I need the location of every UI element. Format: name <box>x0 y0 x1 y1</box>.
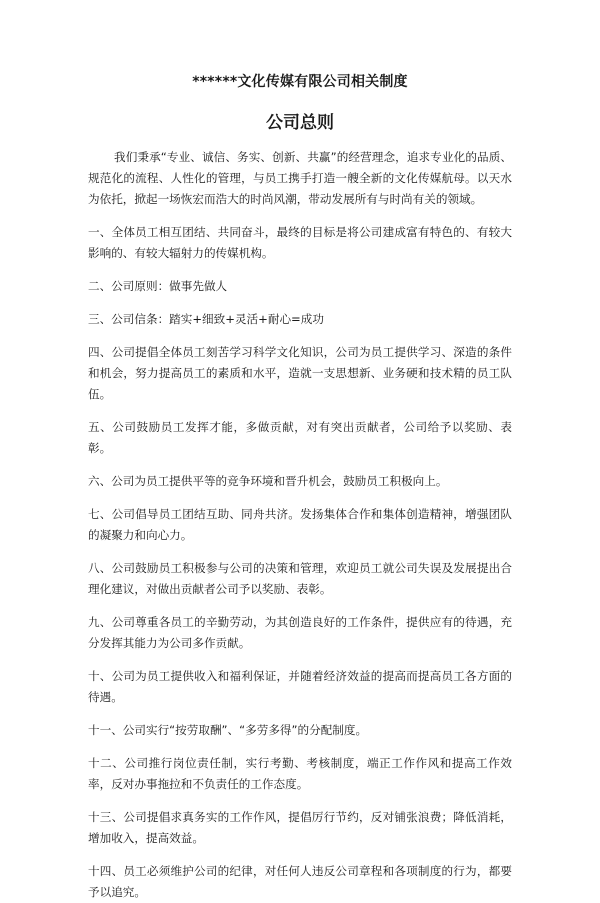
clause-5: 五、公司鼓励员工发挥才能，多做贡献，对有突出贡献者，公司给予以奖励、表彰。 <box>88 420 512 455</box>
clause-4: 四、公司提倡全体员工刻苦学习科学文化知识，公司为员工提供学习、深造的条件和机会，努力提高员工的素质和水平，造就一支思想新、业务硬和技术精的员工队伍。 <box>88 345 512 401</box>
document-title: ******文化传媒有限公司相关制度 <box>192 74 408 90</box>
clause-13: 十三、公司提倡求真务实的工作作风，提倡厉行节约，反对铺张浪费；降低消耗，增加收入，提高效益。 <box>88 810 512 845</box>
clause-14: 十四、员工必须维护公司的纪律，对任何人违反公司章程和各项制度的行为，都要予以追究。 <box>88 864 512 899</box>
clause-10: 十、公司为员工提供收入和福利保证，并随着经济效益的提高而提高员工各方面的待遇。 <box>88 669 512 704</box>
clause-9: 九、公司尊重各员工的辛勤劳动，为其创造良好的工作条件，提供应有的待遇，充分发挥其能力为公司多作贡献。 <box>88 615 512 650</box>
intro-paragraph: 我们秉承“专业、诚信、务实、创新、共赢”的经营理念，追求专业化的品质、规范化的流程、人性化的管理，与员工携手打造一艘全新的文化传媒航母。以天水为依托，掀起一场恢宏而浩大的时尚风潮，带动发展所有与时尚有关的领域。 <box>88 150 512 206</box>
clause-8: 八、公司鼓励员工积极参与公司的决策和管理，欢迎员工就公司失误及发展提出合理化建议，对做出贡献者公司予以奖励、表彰。 <box>88 561 512 596</box>
clause-6: 六、公司为员工提供平等的竞争环境和晋升机会，鼓励员工积极向上。 <box>88 474 448 488</box>
clause-2: 二、公司原则：做事先做人 <box>88 279 228 293</box>
clause-7: 七、公司倡导员工团结互助、同舟共济。发扬集体合作和集体创造精神，增强团队的凝聚力和向心力。 <box>88 507 512 542</box>
clause-11: 十一、公司实行“按劳取酬”、“多劳多得”的分配制度。 <box>88 723 368 737</box>
clause-3: 三、公司信条：踏实+细致+灵活+耐心=成功 <box>88 312 324 326</box>
clause-1: 一、全体员工相互团结、共同奋斗，最终的目标是将公司建成富有特色的、有较大影响的、有较大辐射力的传媒机构。 <box>88 225 512 260</box>
clause-12: 十二、公司推行岗位责任制，实行考勤、考核制度，端正工作作风和提高工作效率，反对办事拖拉和不负责任的工作态度。 <box>88 756 512 791</box>
section-title: 公司总则 <box>266 113 334 133</box>
